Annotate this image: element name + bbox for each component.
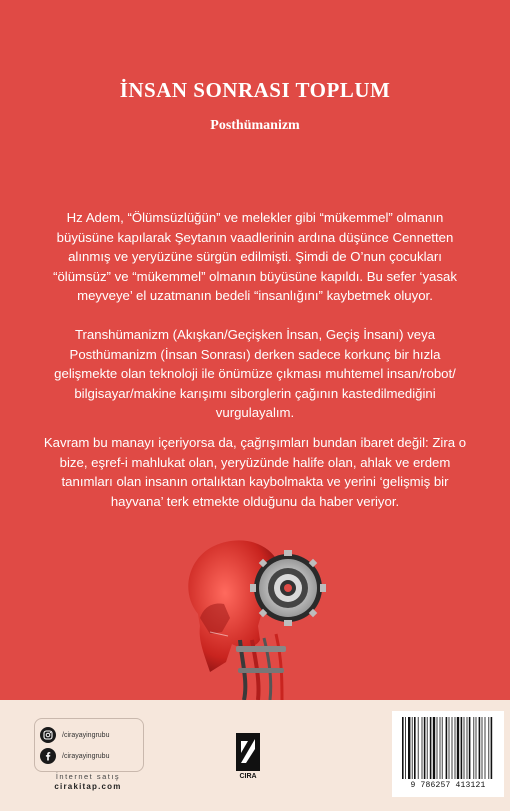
barcode-bar	[473, 717, 474, 779]
barcode-bar	[440, 717, 441, 779]
cira-logo-icon	[236, 733, 260, 771]
barcode-bar	[455, 717, 456, 779]
barcode-bar	[433, 717, 435, 779]
barcode-bar	[412, 717, 413, 779]
facebook-handle: /cirayayingrubu	[62, 752, 110, 760]
barcode-bar	[452, 717, 453, 779]
book-subtitle: Posthümanizm	[210, 118, 300, 133]
barcode-bar	[405, 717, 406, 779]
barcode-bar	[427, 717, 428, 779]
barcode-graphic	[400, 717, 496, 779]
barcode-bar	[430, 717, 432, 779]
barcode-bar	[424, 717, 426, 779]
barcode-bar	[437, 717, 438, 779]
internet-sales-site[interactable]: cirakitap.com	[54, 782, 122, 791]
social-facebook[interactable]	[40, 748, 140, 764]
facebook-icon	[40, 748, 56, 764]
blurb-paragraph-3: Kavram bu manayı içeriyorsa da, çağrışımları bundan ibaret değil: Zira o bize, eşref-i mahlukat olan, yeryüzünde halife olan, ahlak ve erdem tanımları olan insanın ortalıktan kaybolmakta ve yerini ‘gelişmiş bir hayvana’ terk etmekte olduğunu da haber veriyor.	[43, 435, 467, 509]
internet-sales-label: İnternet satış	[55, 772, 121, 781]
barcode-bar	[449, 717, 450, 779]
barcode-bar	[464, 717, 465, 779]
barcode-box	[392, 711, 504, 797]
barcode-bar	[469, 717, 471, 779]
robot-head-illustration	[170, 522, 345, 700]
publisher-name: CIRA	[239, 773, 257, 780]
isbn-number: 9 786257 413121	[410, 781, 486, 790]
barcode-bar	[446, 717, 448, 779]
barcode-bar	[467, 717, 468, 779]
barcode-bar	[476, 717, 477, 779]
barcode-bar	[461, 717, 463, 779]
barcode-bar	[488, 717, 489, 779]
blurb-paragraph-1: Hz Adem, “Ölümsüzlüğün” ve melekler gibi “mükemmel” olmanın büyüsüne kapılarak Şeytanın vaadlerinin ardına düşünce Cennetten alınmış ve yeryüzüne sürgün edilmişti. Şimdi de O’nun çocukları “ölümsüz” ve “mükemmel” olmanın büyüsüne kapıldı. Bu sefer ‘yasak meyveye’ el uzatmanın bedeli “insanlığını” kaybetmek oluyor.	[53, 210, 457, 303]
barcode-bar	[457, 717, 459, 779]
social-instagram[interactable]	[40, 727, 140, 743]
barcode-bar	[485, 717, 486, 779]
instagram-handle: /cirayayingrubu	[62, 731, 110, 739]
barcode-bar	[418, 717, 419, 779]
barcode-bar	[491, 717, 493, 779]
barcode-bar	[442, 717, 443, 779]
barcode-bar	[482, 717, 483, 779]
book-title: İNSAN SONRASI TOPLUM	[119, 78, 391, 102]
blurb-paragraph-2: Transhümanizm (Akışkan/Geçişken İnsan, Geçiş İnsanı) veya Posthümanizm (İnsan Sonrası) derken sadece korkunç bir hızla gelişmekte olan teknoloji ile önümüze çıkması muhtemel insan/robot/ bilgisayar/makine karışımı siborglerin çağının kastedilmediğini vurgulayalım.	[54, 327, 456, 420]
barcode-bar	[422, 717, 423, 779]
barcode-bar	[408, 717, 410, 779]
barcode-bar	[414, 717, 416, 779]
barcode-bar	[479, 717, 481, 779]
barcode-bar	[402, 717, 404, 779]
instagram-icon	[40, 727, 56, 743]
